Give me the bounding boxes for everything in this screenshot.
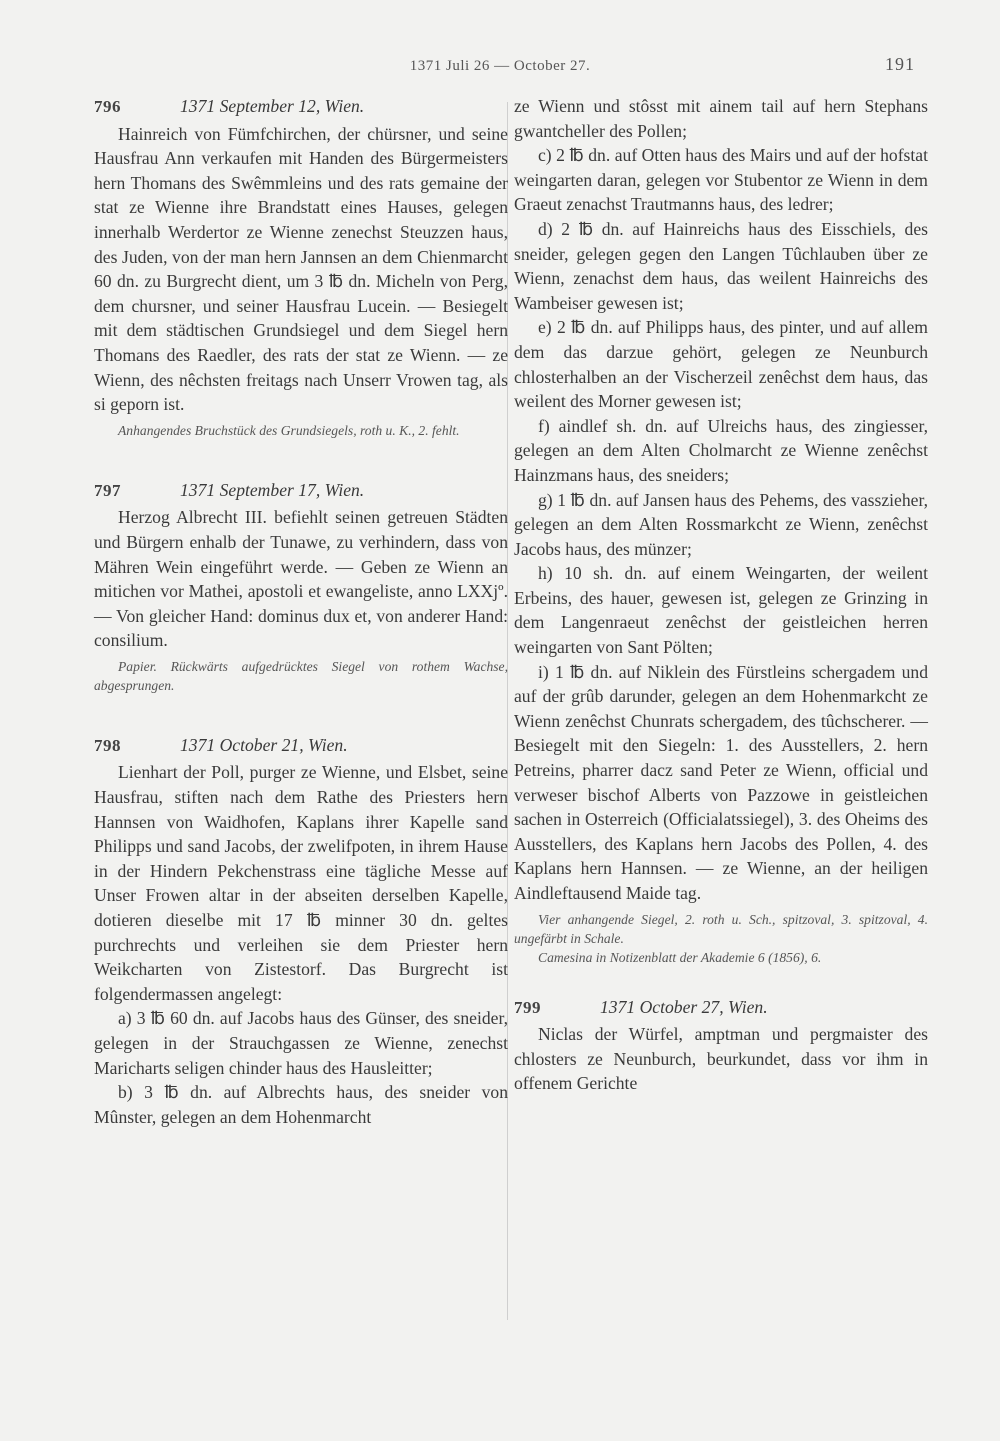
entry-date: 1371 October 27, Wien. [600,996,768,1017]
entry-text-continued: ze Wienn und stôsst mit ainem tail auf hern Stephans gwantcheller des Pollen; [514,96,928,141]
entry-note: Papier. Rückwärts aufgedrücktes Siegel von rothem Wachse, abgesprungen. [94,658,508,693]
entry-note: Camesina in Notizenblatt der Akademie 6 (1856), 6. [538,949,822,965]
entry-note: Vier anhangende Siegel, 2. roth u. Sch., spitzoval, 3. spitzoval, 4. ungefärbt in Schale. [514,911,928,946]
entry-date: 1371 September 17, Wien. [180,479,365,500]
entry-text-item: f) aindlef sh. dn. auf Ulreichs haus, des zingiesser, gelegen an dem Alten Cholmarcht ze Wienne zenêchst Hainzmans haus, des sneiders; [514,415,928,485]
entry-text-item: i) 1 ℔ dn. auf Niklein des Fürstleins schergadem und auf der grûb darunder, gelegen an dem Hohenmarkcht ze Wienn zenêchst Chunrats schergadem, des tûchscherer. — Besiegelt mit den Siegeln: 1. des Ausstellers, 2. hern Petreins, pharrer dacz sand Peter ze Wienn, official und verweser bischof Alberts von Pazzowe in geistleichen sachen in Osterreich (Officialatssiegel), 3. des Oheims des Ausstellers, des Kaplans hern Jacobs des Pollen, 4. des Kaplans hern Hannsen. — ze Wienne, an der heiligen Aindleftausend Maide tag. [514,661,928,903]
entry-note: Anhangendes Bruchstück des Grundsiegels, roth u. K., 2. fehlt. [118,422,460,438]
entry-date: 1371 September 12, Wien. [180,96,365,116]
entry-number: 796 [94,97,121,116]
entry-text-item: e) 2 ℔ dn. auf Philipps haus, des pinter, und auf allem dem das darzue gehört, gelegen ze Neunburch chlosterhalben an der Vischerzeil zenêchst dem haus, das weilent des Morner gewesen ist; [514,317,928,412]
right-column [514,94,928,1096]
page-number: 191 [885,54,915,74]
entry-text-item: a) 3 ℔ 60 dn. auf Jacobs haus des Günser, des sneider, gelegen in der Strauchgassen ze Wienne, zenechst Maricharts seligen chinder haus des Hausleitter; [94,1008,508,1078]
entry-text: Herzog Albrecht III. befiehlt seinen getreuen Städten und Bürgern enhalb der Tunawe, zu verhindern, dass von Mähren Wein eingeführt werde. — Geben ze Wienn an mitichen vor Mathei, apostoli et ewangeliste, anno LXXjº. — Von gleicher Hand: dominus dux et, von anderer Hand: consilium. [94,507,508,651]
spacer [94,440,508,478]
entry-text-item: h) 10 sh. dn. auf einem Weingarten, der weilent Erbeins, des hauer, gewesen ist, gelegen ze Grinzing in dem Langenraeut zenêchst der geistleichen herren weingarten von Sant Pölten; [514,563,928,658]
entry-heading [94,733,508,759]
spacer [514,967,928,995]
entry-text: Lienhart der Poll, purger ze Wienne, und Elsbet, seine Hausfrau, stiften nach dem Rathe des Priesters hern Hannsen von Waidhofen, Kaplans ihrer Kapelle sand Philipps und sand Jacobs, der zwelifpoten, in ihrem Hause in der Hindern Pekchenstrass eine tägliche Messe auf Unser Frowen altar in der abseiten derselben Kapelle, dotieren dieselbe mit 17 ℔ minner 30 dn. geltes purchrechts und verleihen sie dem Priester hern Weikcharten von Zistestorf. Das Burgrecht ist folgendermassen angelegt: [94,762,508,1004]
running-header: 1371 Juli 26 — October 27. [409,58,591,74]
entry-text: Hainreich von Fümfchirchen, der chürsner, und seine Hausfrau Ann verkaufen mit Handen des Bürgermeisters hern Thomans des Swêmmleins und des rats gemaine der stat ze Wienne ihre Brandstatt eines Hauses, gelegen innerhalb Werdertor ze Wienne zenechst Steuzzen haus, des Juden, von der man hern Jannsen an dem Chienmarcht 60 dn. zu Burgrecht dient, um 3 ℔ dn. Micheln von Perg, dem chursner, und seiner Hausfrau Lucein. — Besiegelt mit dem städtischen Grundsiegel und dem Siegel hern Thomans des Raedler, des rats der stat ze Wienn. — ze Wienn, des nêchsten freitags nach Unserr Vrowen tag, als si geporn ist. [94,123,508,415]
entry-heading [94,478,508,504]
entry-text-item: d) 2 ℔ dn. auf Hainreichs haus des Eisschiels, des sneider, gelegen gegen den Langen Tûchlauben über ze Wienn, zenachst dem haus, das weilent Hainreichs des Wambeiser gewesen ist; [514,218,928,313]
entry-text-item: g) 1 ℔ dn. auf Jansen haus des Pehems, des vasszieher, gelegen an dem Alten Rossmarkcht ze Wienn, zenêchst Jacobs haus, des münzer; [514,489,928,559]
entry-heading [514,995,928,1021]
entry-number: 798 [94,735,121,755]
entry-text-item: b) 3 ℔ dn. auf Albrechts haus, des sneider von Mûnster, gelegen an dem Hohenmarcht [94,1082,508,1127]
entry-text-item: c) 2 ℔ dn. auf Otten haus des Mairs und auf der hofstat weingarten daran, gelegen vor Stubentor ze Wienn in dem Graeut zenachst Trautmanns haus, des ledrer; [514,145,928,215]
left-column [94,94,508,1129]
spacer [94,695,508,733]
entry-heading [94,94,508,120]
entry-date: 1371 October 21, Wien. [180,734,348,755]
entry-number: 799 [514,997,541,1017]
entry-number: 797 [94,480,121,500]
entry-text: Niclas der Würfel, amptman und pergmaister des chlosters ze Neunburch, beurkundet, dass vor ihm in offenem Gerichte [514,1024,928,1094]
